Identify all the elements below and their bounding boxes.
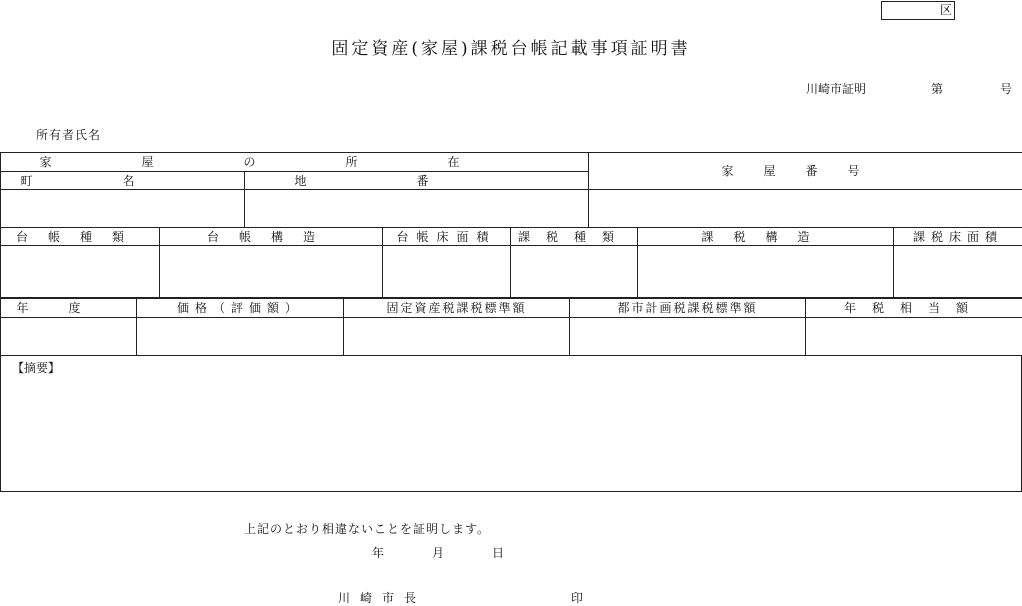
- assessed-value-header: 価格（評価額）: [137, 299, 344, 318]
- ward-box[interactable]: [881, 1, 955, 20]
- tax-floor-area-field[interactable]: [894, 246, 1022, 298]
- date-year-label: 年: [372, 546, 384, 560]
- notes-label: 【摘要】: [12, 359, 60, 376]
- cert-dai: 第: [931, 80, 943, 97]
- certification-statement: 上記のとおり相違ないことを証明します。: [244, 520, 490, 537]
- city-planning-tax-base-header: 都市計画税課税標準額: [570, 299, 806, 318]
- location-table: [0, 152, 1022, 228]
- seal-mark: 印: [571, 589, 583, 606]
- issue-date: [372, 544, 504, 561]
- property-tax-base-field[interactable]: [344, 318, 570, 356]
- ward-suffix: 区: [940, 3, 952, 17]
- house-number-field[interactable]: [589, 190, 1022, 228]
- lot-number-header: 地番: [245, 172, 589, 190]
- property-tax-base-header: 固定資産税課税標準額: [344, 299, 570, 318]
- tax-type-header: 課税種類: [511, 228, 638, 246]
- register-structure-field[interactable]: [160, 246, 383, 298]
- register-type-header: 台帳種類: [1, 228, 160, 246]
- register-floor-area-header: 台帳床面積: [383, 228, 511, 246]
- date-month-label: 月: [432, 546, 444, 560]
- city-planning-tax-base-field[interactable]: [570, 318, 806, 356]
- tax-structure-header: 課税構造: [638, 228, 894, 246]
- register-table: [0, 227, 1022, 298]
- tax-floor-area-header: 課税床面積: [894, 228, 1022, 246]
- house-number-header: 家屋番号: [589, 153, 1022, 190]
- mayor-name: 川崎市長: [338, 589, 426, 606]
- register-type-field[interactable]: [1, 246, 160, 298]
- register-floor-area-field[interactable]: [383, 246, 511, 298]
- tax-structure-field[interactable]: [638, 246, 894, 298]
- annual-tax-header: 年税相当額: [806, 299, 1022, 318]
- tax-type-field[interactable]: [511, 246, 638, 298]
- assessed-value-field[interactable]: [137, 318, 344, 356]
- town-name-header: 町名: [1, 172, 245, 190]
- notes-field[interactable]: [0, 355, 1022, 492]
- date-day-label: 日: [492, 546, 504, 560]
- fiscal-year-header: 年度: [1, 299, 137, 318]
- register-structure-header: 台帳構造: [160, 228, 383, 246]
- cert-go: 号: [1000, 80, 1012, 97]
- owner-name-label: 所有者氏名: [36, 126, 101, 143]
- document-title: 固定資産(家屋)課税台帳記載事項証明書: [0, 34, 1022, 59]
- town-name-field[interactable]: [1, 190, 245, 228]
- annual-tax-field[interactable]: [806, 318, 1022, 356]
- fiscal-year-field[interactable]: [1, 318, 137, 356]
- location-header: 家屋の所在: [1, 153, 589, 172]
- valuation-table: [0, 298, 1022, 356]
- lot-number-field[interactable]: [245, 190, 589, 228]
- cert-issuer: 川崎市証明: [806, 80, 866, 97]
